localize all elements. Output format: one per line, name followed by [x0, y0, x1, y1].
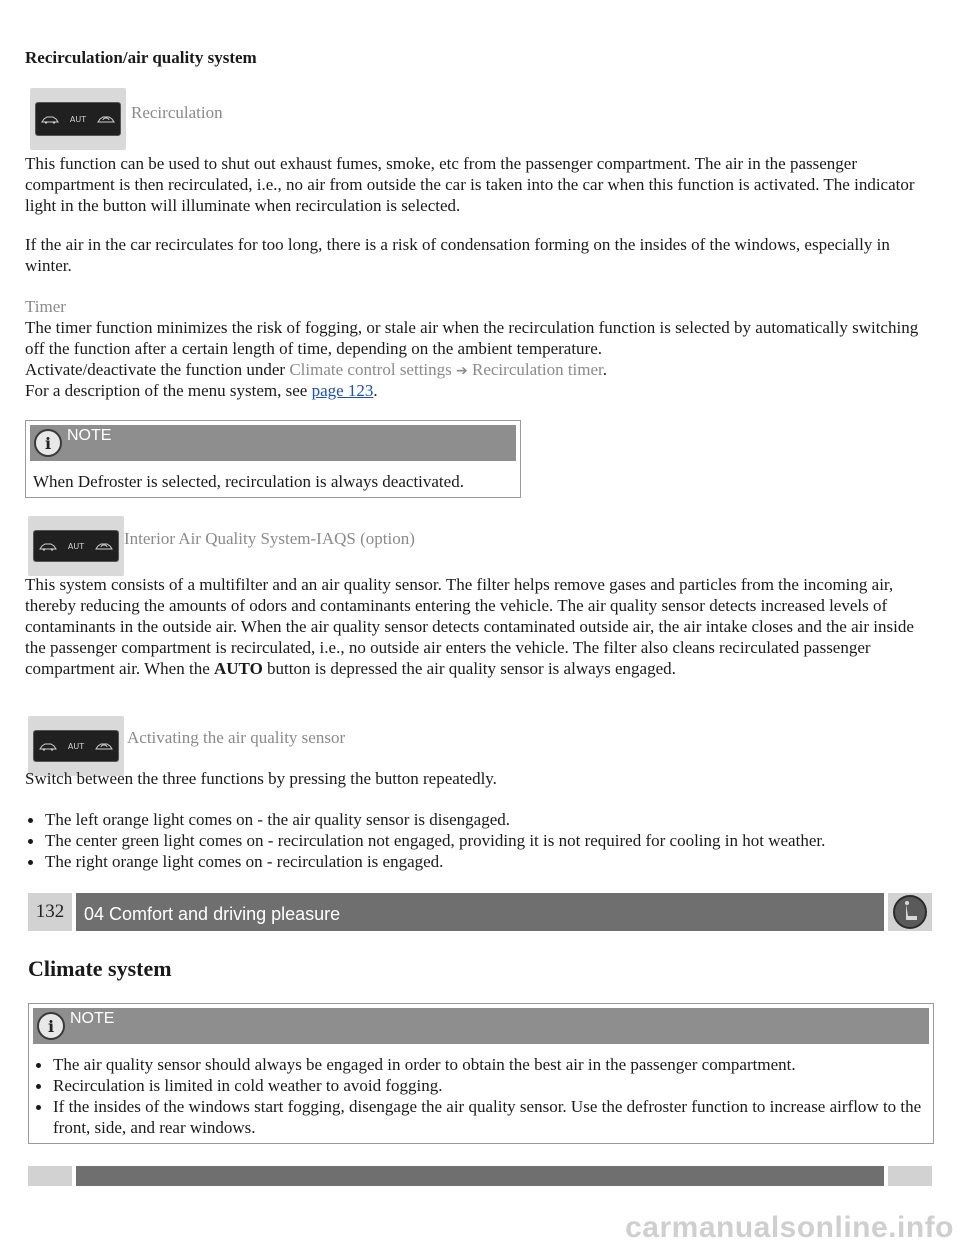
section-title: Recirculation/air quality system: [25, 48, 257, 67]
page-number: 132: [28, 893, 72, 931]
note-label: NOTE: [67, 427, 112, 444]
watermark: carmanualsonline.info: [625, 1211, 954, 1244]
bottom-bar-left: [28, 1166, 72, 1186]
list-item: The air quality sensor should always be engaged in order to obtain the best air in the passenger compartment.: [33, 1054, 923, 1075]
iaqs-paragraph: [25, 574, 935, 679]
note-list: [33, 1054, 923, 1138]
iaqs-text-pre: This system consists of a multifilter and an air quality sensor. The filter helps remove gases and particles from the incoming air, thereby reducing the amounts of odors and contaminants entering the vehicle. The air quality sensor detects increased levels of contaminants in the outside air. When the air quality sensor detects contaminated outside air, the air intake closes and the air inside the passenger compartment is recirculated, i.e., no outside air enters the vehicle. The filter also cleans recirculated passenger compartment air. When the: [25, 575, 914, 678]
activating-heading: Activating the air quality sensor: [127, 728, 346, 747]
note-header: [33, 1008, 929, 1044]
list-item: The center green light comes on - recirculation not engaged, providing it is not required for cooling in hot weather.: [25, 830, 935, 851]
page-123-link[interactable]: page 123: [311, 381, 374, 400]
car-outside-air-icon: [41, 115, 59, 123]
car-recirculation-icon: [95, 542, 113, 550]
auto-label: AUT: [69, 114, 87, 124]
iaqs-heading: Interior Air Quality System-IAQS (option): [124, 529, 415, 548]
car-recirculation-icon: [95, 742, 113, 750]
timer-paragraph-3: [25, 380, 935, 401]
chapter-title: 04 Comfort and driving pleasure: [76, 893, 884, 931]
note-box-defroster: [25, 420, 521, 498]
note-label: NOTE: [70, 1010, 115, 1027]
activating-paragraph: Switch between the three functions by pressing the button repeatedly.: [25, 769, 497, 788]
timer-p3-suffix: .: [373, 381, 378, 400]
timer-paragraph-1: The timer function minimizes the risk of fogging, or stale air when the recirculation function is selected by automatically switching off the function after a certain length of time, depending on the ambient temperature.: [25, 318, 919, 358]
list-item: Recirculation is limited in cold weather to avoid fogging.: [33, 1075, 923, 1096]
activate-sensor-button-image: [28, 716, 124, 776]
list-item: If the insides of the windows start fogging, disengage the air quality sensor. Use the defroster function to increase airflow to the front, side, and rear windows.: [33, 1096, 923, 1138]
car-recirculation-icon: [97, 115, 115, 123]
auto-label: AUT: [67, 541, 85, 551]
info-icon: i: [37, 1012, 65, 1040]
bottom-bar-middle: [76, 1166, 884, 1186]
list-item: The right orange light comes on - recirculation is engaged.: [25, 851, 935, 872]
activating-list: [25, 809, 935, 872]
iaqs-text-post: button is depressed the air quality sensor is always engaged.: [262, 659, 676, 678]
bottom-bar-right: [888, 1166, 932, 1186]
auto-bold: AUTO: [213, 659, 263, 678]
car-outside-air-icon: [39, 742, 57, 750]
list-item: The left orange light comes on - the air quality sensor is disengaged.: [25, 809, 935, 830]
recirculation-button-image: [30, 88, 126, 150]
auto-label: AUT: [67, 741, 85, 751]
recirculation-paragraph-2: If the air in the car recirculates for too long, there is a risk of condensation forming on the insides of the windows, especially in winter.: [25, 235, 890, 275]
menu-recirculation-timer: Recirculation timer: [472, 360, 603, 379]
climate-system-heading: Climate system: [28, 956, 172, 981]
note-box-climate: [28, 1003, 934, 1144]
recirculation-paragraph-1: This function can be used to shut out exhaust fumes, smoke, etc from the passenger compartment. The air in the passenger compartment is then recirculated, i.e., no air from outside the car is taken into the car when this function is activated. The indicator light in the button will illuminate when recirculation is selected.: [25, 154, 915, 215]
chapter-icon-box: [888, 893, 932, 931]
recirculation-heading: Recirculation: [131, 103, 223, 122]
info-icon: i: [34, 429, 62, 457]
timer-p2-suffix: .: [602, 360, 608, 379]
note-header: [30, 425, 516, 461]
timer-p3-prefix: For a description of the menu system, see: [25, 381, 312, 400]
seat-icon: [893, 895, 927, 929]
timer-p2-prefix: Activate/deactivate the function under: [25, 360, 290, 379]
iaqs-button-image: [28, 516, 124, 576]
note-text: When Defroster is selected, recirculation is always deactivated.: [33, 472, 464, 491]
timer-paragraph-2: [25, 359, 935, 382]
bottom-bar: [28, 1166, 932, 1186]
car-outside-air-icon: [39, 542, 57, 550]
menu-climate-control-settings: Climate control settings: [289, 360, 452, 379]
arrow-right-icon: ➔: [456, 363, 468, 379]
timer-heading: Timer: [25, 297, 66, 316]
chapter-footer-bar: [28, 893, 932, 931]
